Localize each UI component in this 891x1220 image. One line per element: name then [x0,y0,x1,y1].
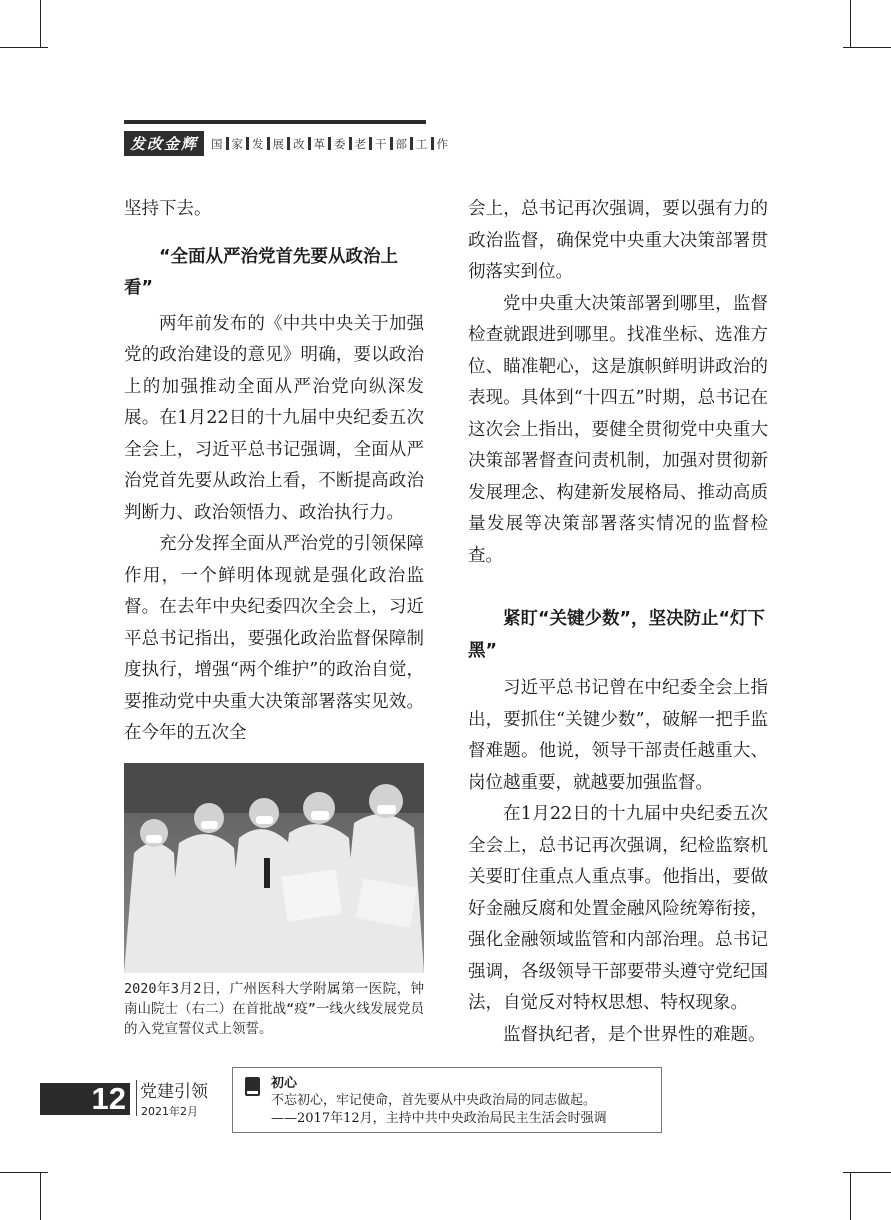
quote-box [232,1067,662,1133]
quote-source: ——2017年12月，主持中共中央政治局民主生活会时强调 [271,1111,607,1126]
issue-date: 2021年2月 [141,1105,198,1118]
magazine-title: 党建引领 [140,1082,208,1102]
paragraph: 充分发挥全面从严治党的引领保障作用，一个鲜明体现就是强化政治监督。在去年中央纪委四次全会上，习近平总书记指出，要强化政治监督保障制度执行，增强“两个维护”的政治自觉，要推动党中央重大决策部署落实见效。在今年的五次全 [124,534,424,743]
news-photo [124,763,424,973]
crop-mark [40,1172,41,1220]
quote-line: 不忘初心，牢记使命，首先要从中央政治局的同志做起。 [271,1093,597,1108]
left-column [124,194,424,750]
header-rule [124,120,426,124]
quote-text [271,1092,659,1128]
book-icon [243,1076,263,1102]
crop-mark [850,0,851,48]
paragraph: 党中央重大决策部署到哪里，监督检查就跟进到哪里。找准坐标、选准方位、瞄准靶心，这是旗帜鲜明讲政治的表现。具体到“十四五”时期，总书记在这次会上指出，要健全贯彻党中央重大决策部署督查问责机制，加强对贯彻新发展理念、构建新发展格局、推动高质量发展等决策部署落实情况的监督检查。 [468,293,768,566]
column-char: 国 [211,136,223,151]
crop-mark [843,1172,891,1173]
column-char: 家 [231,136,243,151]
right-column [468,194,768,1051]
column-char: 革 [313,136,325,151]
paragraph: 坚持下去。 [124,199,212,219]
quote-title: 初心 [271,1076,298,1091]
column-char: 老 [354,136,366,151]
crop-mark [843,47,891,48]
column-char: 展 [272,136,284,151]
column-name [210,131,449,156]
crop-mark [0,47,48,48]
page-number: 12 [40,1083,130,1115]
paragraph: 在1月22日的十九届中央纪委五次全会上，总书记再次强调，纪检监察机关要盯住重点人重点事。他指出，要做好金融反腐和处置金融风险统筹衔接，强化金融领域监管和内部治理。总书记强调，各级领导干部要带头遵守党纪国法，自觉反对特权思想、特权现象。 [468,804,768,1013]
crop-mark [0,1172,48,1173]
column-char: 作 [436,136,448,151]
paragraph: 两年前发布的《中共中央关于加强党的政治建设的意见》明确，要以政治上的加强推动全面从严治党向纵深发展。在1月22日的十九届中央纪委五次全会上，习近平总书记强调，全面从严治党首先要从政治上看，不断提高政治判断力、政治领悟力、政治执行力。 [124,313,424,523]
footer-divider [136,1080,137,1116]
column-char: 干 [375,136,387,151]
paragraph: 监督执纪者，是个世界性的难题。 [503,1024,766,1045]
column-char: 委 [334,136,346,151]
paragraph: 习近平总书记曾在中纪委全会上指出，要抓住“关键少数”，破解一把手监督难题。他说，领导干部责任越重大、岗位越重要，就越要加强监督。 [468,678,768,793]
section-heading: “全面从严治党首先要从政治上看” [124,246,399,298]
crop-mark [40,0,41,48]
section-heading: 紧盯“关键少数”，坚决防止“灯下黑” [468,609,766,661]
column-char: 改 [293,136,305,151]
photo-caption: 2020年3月2日，广州医科大学附属第一医院，钟南山院士（右二）在首批战“疫”一线火线发展党员的入党宣誓仪式上领誓。 [124,981,424,1037]
column-char: 部 [395,136,407,151]
paragraph: 会上，总书记再次强调，要以强有力的政治监督，确保党中央重大决策部署贯彻落实到位。 [468,199,768,282]
column-char: 工 [416,136,428,151]
column-logo: 发改金辉 [124,131,204,156]
column-char: 发 [252,136,264,151]
crop-mark [850,1172,851,1220]
